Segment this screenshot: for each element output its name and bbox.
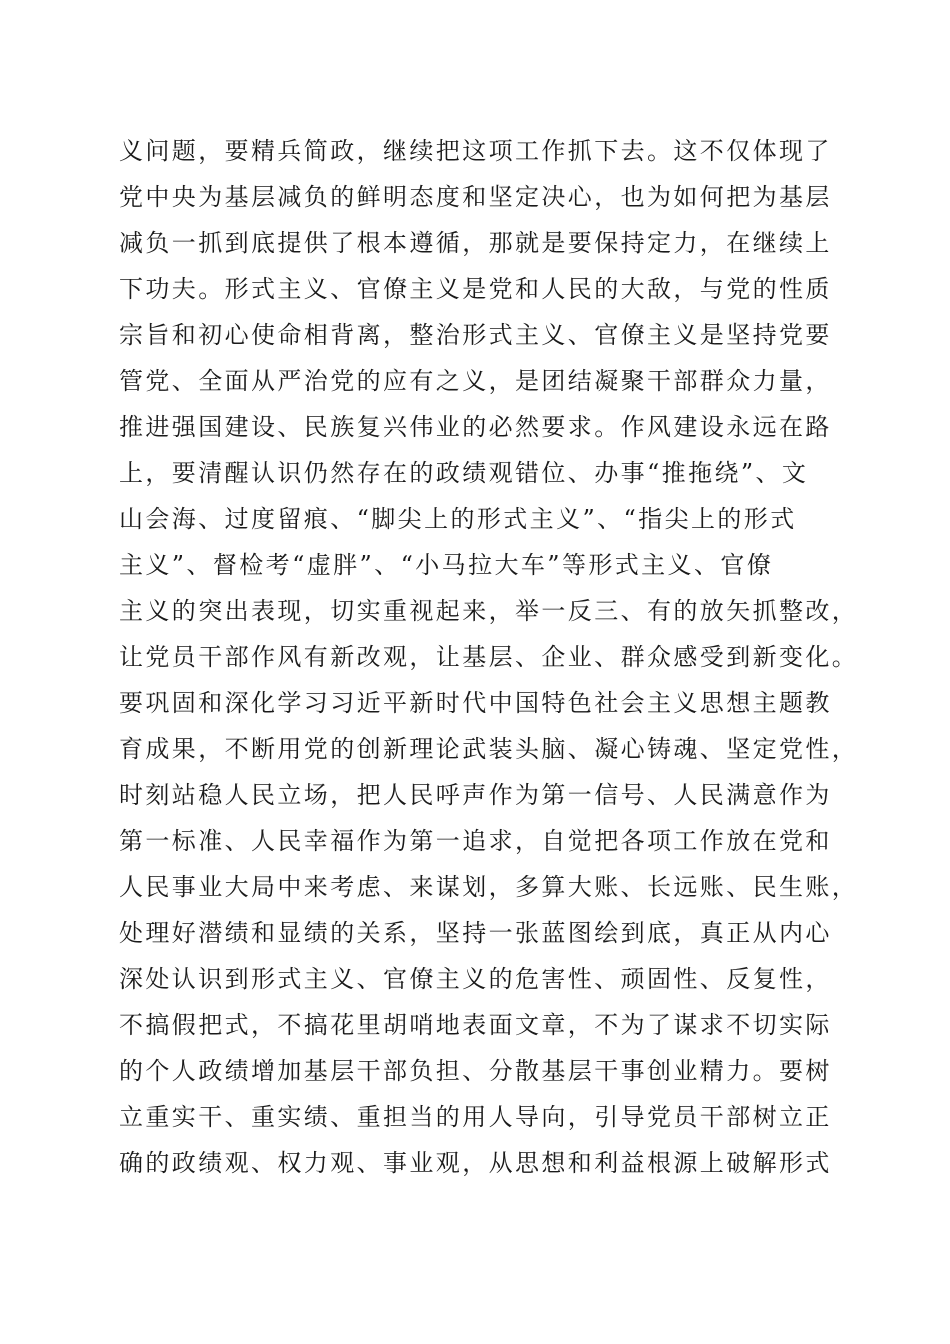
text-line: 上，要清醒认识仍然存在的政绩观错位、办事“推拖绕”、文 <box>119 459 809 487</box>
text-line: 不搞假把式，不搞花里胡哨地表面文章，不为了谋求不切实际 <box>119 1011 832 1039</box>
text-line: 的个人政绩增加基层干部负担、分散基层干事创业精力。要树 <box>119 1057 832 1085</box>
text-line: 深处认识到形式主义、官僚主义的危害性、顽固性、反复性， <box>119 965 832 993</box>
text-line: 处理好潜绩和显绩的关系，坚持一张蓝图绘到底，真正从内心 <box>119 919 832 947</box>
text-line: 主义”、督检考“虚胖”、“小马拉大车”等形式主义、官僚 <box>119 551 774 579</box>
text-line: 时刻站稳人民立场，把人民呼声作为第一信号、人民满意作为 <box>119 781 832 809</box>
text-line: 义问题，要精兵简政，继续把这项工作抓下去。这不仅体现了 <box>119 137 832 165</box>
text-line: 育成果，不断用党的创新理论武装头脑、凝心铸魂、坚定党性， <box>119 735 859 763</box>
text-line: 宗旨和初心使命相背离，整治形式主义、官僚主义是坚持党要 <box>119 321 832 349</box>
text-line: 推进强国建设、民族复兴伟业的必然要求。作风建设永远在路 <box>119 413 832 441</box>
text-line: 第一标准、人民幸福作为第一追求，自觉把各项工作放在党和 <box>119 827 832 855</box>
text-line: 立重实干、重实绩、重担当的用人导向，引导党员干部树立正 <box>119 1103 832 1131</box>
text-line: 减负一抓到底提供了根本遵循，那就是要保持定力，在继续上 <box>119 229 832 257</box>
text-line: 主义的突出表现，切实重视起来，举一反三、有的放矢抓整改， <box>119 597 859 625</box>
text-line: 党中央为基层减负的鲜明态度和坚定决心，也为如何把为基层 <box>119 183 832 211</box>
text-line: 山会海、过度留痕、“脚尖上的形式主义”、“指尖上的形式 <box>119 505 797 533</box>
body-paragraph <box>119 128 859 1186</box>
text-line: 让党员干部作风有新改观，让基层、企业、群众感受到新变化。 <box>119 643 859 671</box>
text-line: 人民事业大局中来考虑、来谋划，多算大账、长远账、民生账， <box>119 873 859 901</box>
text-line: 要巩固和深化学习习近平新时代中国特色社会主义思想主题教 <box>119 689 832 717</box>
text-line: 确的政绩观、权力观、事业观，从思想和利益根源上破解形式 <box>119 1149 832 1177</box>
text-line: 管党、全面从严治党的应有之义，是团结凝聚干部群众力量， <box>119 367 832 395</box>
text-line: 下功夫。形式主义、官僚主义是党和人民的大敌，与党的性质 <box>119 275 832 303</box>
